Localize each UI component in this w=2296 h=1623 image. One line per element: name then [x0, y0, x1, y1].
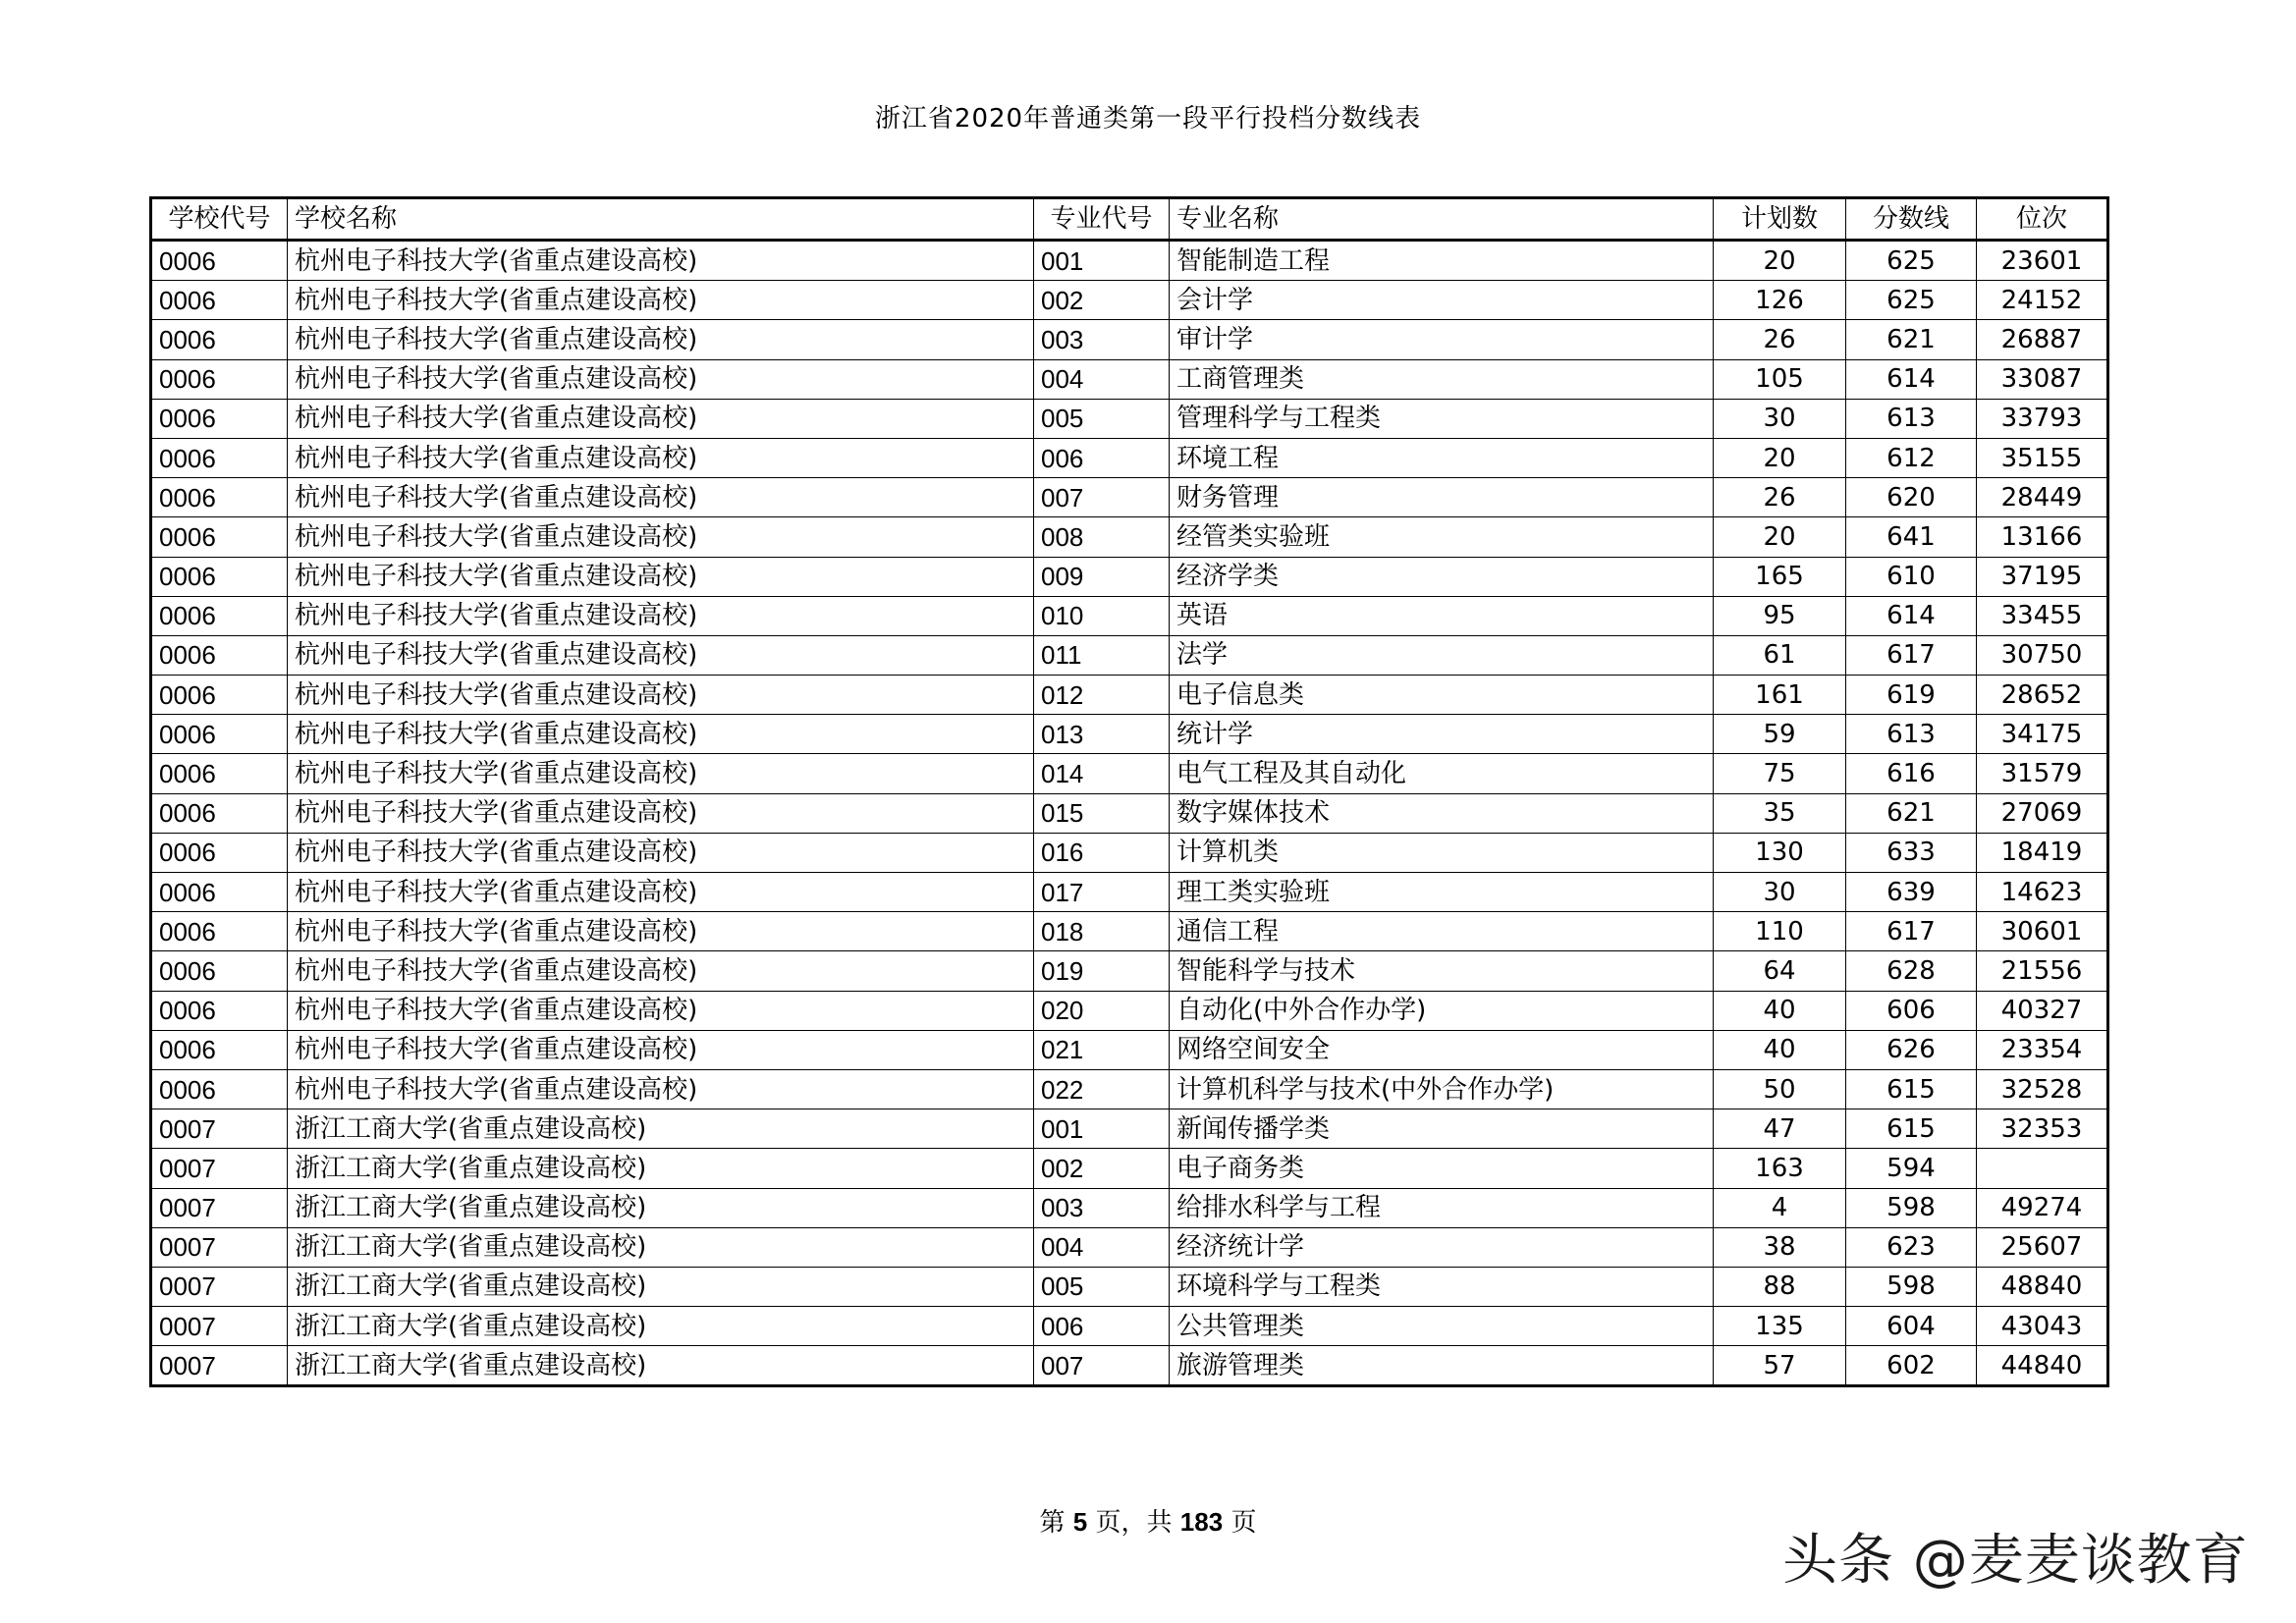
cell-major-code: 022: [1034, 1069, 1170, 1109]
cell-rank: 34175: [1977, 715, 2108, 754]
cell-plan-count: 26: [1714, 320, 1846, 359]
cell-major-name: 电气工程及其自动化: [1170, 754, 1714, 793]
cell-school-name: 杭州电子科技大学(省重点建设高校): [288, 1030, 1034, 1069]
cell-score-line: 628: [1846, 951, 1977, 991]
header-major-code: 专业代号: [1034, 198, 1170, 241]
cell-school-name: 浙江工商大学(省重点建设高校): [288, 1149, 1034, 1188]
cell-major-code: 020: [1034, 991, 1170, 1030]
cell-school-code: 0006: [151, 517, 288, 557]
footer-page-number: 5: [1072, 1507, 1088, 1537]
cell-major-name: 财务管理: [1170, 478, 1714, 517]
table-row: [151, 320, 2108, 359]
cell-plan-count: 105: [1714, 359, 1846, 399]
cell-school-name: 杭州电子科技大学(省重点建设高校): [288, 635, 1034, 675]
cell-plan-count: 130: [1714, 833, 1846, 872]
cell-major-code: 015: [1034, 793, 1170, 833]
cell-school-code: 0006: [151, 715, 288, 754]
cell-score-line: 619: [1846, 676, 1977, 715]
cell-school-code: 0006: [151, 241, 288, 281]
cell-school-name: 杭州电子科技大学(省重点建设高校): [288, 359, 1034, 399]
table-row: [151, 1267, 2108, 1306]
cell-rank: 30601: [1977, 912, 2108, 951]
cell-major-code: 012: [1034, 676, 1170, 715]
cell-plan-count: 20: [1714, 517, 1846, 557]
cell-school-name: 杭州电子科技大学(省重点建设高校): [288, 991, 1034, 1030]
cell-major-name: 工商管理类: [1170, 359, 1714, 399]
cell-rank: 48840: [1977, 1267, 2108, 1306]
cell-major-name: 英语: [1170, 596, 1714, 635]
cell-rank: 25607: [1977, 1227, 2108, 1267]
cell-school-name: 浙江工商大学(省重点建设高校): [288, 1109, 1034, 1149]
cell-major-name: 通信工程: [1170, 912, 1714, 951]
cell-major-name: 电子信息类: [1170, 676, 1714, 715]
cell-school-name: 杭州电子科技大学(省重点建设高校): [288, 715, 1034, 754]
cell-major-name: 数字媒体技术: [1170, 793, 1714, 833]
cell-rank: 33455: [1977, 596, 2108, 635]
cell-school-name: 杭州电子科技大学(省重点建设高校): [288, 951, 1034, 991]
table-row: [151, 1188, 2108, 1227]
cell-school-name: 杭州电子科技大学(省重点建设高校): [288, 478, 1034, 517]
cell-major-code: 018: [1034, 912, 1170, 951]
cell-school-name: 浙江工商大学(省重点建设高校): [288, 1346, 1034, 1386]
cell-school-code: 0006: [151, 320, 288, 359]
cell-score-line: 616: [1846, 754, 1977, 793]
cell-score-line: 625: [1846, 241, 1977, 281]
cell-school-code: 0007: [151, 1188, 288, 1227]
header-row: [151, 198, 2108, 241]
cell-score-line: 612: [1846, 438, 1977, 477]
cell-major-name: 智能科学与技术: [1170, 951, 1714, 991]
cell-major-code: 009: [1034, 557, 1170, 596]
cell-school-name: 浙江工商大学(省重点建设高校): [288, 1227, 1034, 1267]
cell-score-line: 615: [1846, 1069, 1977, 1109]
cell-major-name: 理工类实验班: [1170, 873, 1714, 912]
header-score-line: 分数线: [1846, 198, 1977, 241]
cell-plan-count: 26: [1714, 478, 1846, 517]
admission-score-table: [149, 196, 2109, 1387]
cell-rank: 33087: [1977, 359, 2108, 399]
header-major-name: 专业名称: [1170, 198, 1714, 241]
cell-plan-count: 20: [1714, 241, 1846, 281]
table-row: [151, 676, 2108, 715]
cell-major-code: 014: [1034, 754, 1170, 793]
cell-school-code: 0006: [151, 359, 288, 399]
cell-school-code: 0006: [151, 873, 288, 912]
cell-school-name: 杭州电子科技大学(省重点建设高校): [288, 754, 1034, 793]
cell-plan-count: 165: [1714, 557, 1846, 596]
cell-rank: 13166: [1977, 517, 2108, 557]
table-row: [151, 873, 2108, 912]
cell-score-line: 621: [1846, 320, 1977, 359]
cell-school-code: 0006: [151, 478, 288, 517]
cell-school-code: 0007: [151, 1109, 288, 1149]
table-row: [151, 281, 2108, 320]
cell-plan-count: 40: [1714, 991, 1846, 1030]
cell-plan-count: 135: [1714, 1307, 1846, 1346]
cell-plan-count: 38: [1714, 1227, 1846, 1267]
cell-score-line: 613: [1846, 715, 1977, 754]
cell-rank: 24152: [1977, 281, 2108, 320]
cell-score-line: 602: [1846, 1346, 1977, 1386]
cell-score-line: 641: [1846, 517, 1977, 557]
cell-score-line: 626: [1846, 1030, 1977, 1069]
cell-school-code: 0006: [151, 1030, 288, 1069]
cell-rank: 35155: [1977, 438, 2108, 477]
cell-plan-count: 64: [1714, 951, 1846, 991]
cell-score-line: 598: [1846, 1188, 1977, 1227]
cell-school-name: 杭州电子科技大学(省重点建设高校): [288, 281, 1034, 320]
cell-score-line: 598: [1846, 1267, 1977, 1306]
table-row: [151, 1227, 2108, 1267]
cell-major-code: 005: [1034, 1267, 1170, 1306]
cell-school-code: 0006: [151, 991, 288, 1030]
cell-rank: 28449: [1977, 478, 2108, 517]
cell-school-name: 杭州电子科技大学(省重点建设高校): [288, 241, 1034, 281]
cell-school-name: 杭州电子科技大学(省重点建设高校): [288, 399, 1034, 438]
cell-major-name: 新闻传播学类: [1170, 1109, 1714, 1149]
cell-score-line: 614: [1846, 596, 1977, 635]
cell-school-name: 浙江工商大学(省重点建设高校): [288, 1307, 1034, 1346]
table-row: [151, 1030, 2108, 1069]
cell-school-name: 杭州电子科技大学(省重点建设高校): [288, 1069, 1034, 1109]
cell-score-line: 639: [1846, 873, 1977, 912]
table-row: [151, 478, 2108, 517]
table-row: [151, 793, 2108, 833]
cell-score-line: 620: [1846, 478, 1977, 517]
document-title: 浙江省2020年普通类第一段平行投档分数线表: [874, 104, 1422, 134]
cell-school-code: 0006: [151, 1069, 288, 1109]
cell-major-name: 自动化(中外合作办学): [1170, 991, 1714, 1030]
cell-major-code: 007: [1034, 1346, 1170, 1386]
cell-major-code: 006: [1034, 1307, 1170, 1346]
cell-school-name: 杭州电子科技大学(省重点建设高校): [288, 873, 1034, 912]
cell-score-line: 615: [1846, 1109, 1977, 1149]
cell-rank: 30750: [1977, 635, 2108, 675]
cell-plan-count: 47: [1714, 1109, 1846, 1149]
header-plan-count: 计划数: [1714, 198, 1846, 241]
header-rank: 位次: [1977, 198, 2108, 241]
cell-rank: 23601: [1977, 241, 2108, 281]
table-header: [151, 198, 2108, 241]
cell-school-code: 0007: [151, 1149, 288, 1188]
footer-middle: 页，共: [1087, 1508, 1180, 1538]
cell-school-code: 0006: [151, 557, 288, 596]
cell-plan-count: 30: [1714, 399, 1846, 438]
cell-school-code: 0007: [151, 1267, 288, 1306]
cell-major-code: 021: [1034, 1030, 1170, 1069]
cell-plan-count: 40: [1714, 1030, 1846, 1069]
cell-plan-count: 30: [1714, 873, 1846, 912]
cell-plan-count: 50: [1714, 1069, 1846, 1109]
table-row: [151, 359, 2108, 399]
table-row: [151, 438, 2108, 477]
cell-school-code: 0007: [151, 1227, 288, 1267]
cell-major-name: 环境科学与工程类: [1170, 1267, 1714, 1306]
cell-major-code: 001: [1034, 241, 1170, 281]
table-row: [151, 517, 2108, 557]
cell-school-code: 0007: [151, 1307, 288, 1346]
cell-major-code: 002: [1034, 281, 1170, 320]
table-row: [151, 715, 2108, 754]
footer-suffix: 页: [1223, 1508, 1257, 1538]
cell-rank: 40327: [1977, 991, 2108, 1030]
table-row: [151, 1149, 2108, 1188]
cell-plan-count: 4: [1714, 1188, 1846, 1227]
cell-school-code: 0006: [151, 635, 288, 675]
cell-plan-count: 20: [1714, 438, 1846, 477]
cell-plan-count: 95: [1714, 596, 1846, 635]
cell-school-name: 杭州电子科技大学(省重点建设高校): [288, 596, 1034, 635]
cell-major-name: 公共管理类: [1170, 1307, 1714, 1346]
cell-school-name: 杭州电子科技大学(省重点建设高校): [288, 833, 1034, 872]
table-row: [151, 951, 2108, 991]
footer-prefix: 第: [1039, 1508, 1073, 1538]
cell-rank: 21556: [1977, 951, 2108, 991]
cell-major-code: 019: [1034, 951, 1170, 991]
cell-score-line: 625: [1846, 281, 1977, 320]
cell-major-name: 计算机类: [1170, 833, 1714, 872]
cell-major-name: 智能制造工程: [1170, 241, 1714, 281]
cell-score-line: 614: [1846, 359, 1977, 399]
cell-school-name: 杭州电子科技大学(省重点建设高校): [288, 912, 1034, 951]
cell-major-name: 审计学: [1170, 320, 1714, 359]
cell-school-name: 杭州电子科技大学(省重点建设高校): [288, 320, 1034, 359]
table-row: [151, 241, 2108, 281]
cell-rank: [1977, 1149, 2108, 1188]
table-row: [151, 1346, 2108, 1386]
cell-major-name: 旅游管理类: [1170, 1346, 1714, 1386]
watermark: 头条 @麦麦谈教育: [1782, 1529, 2249, 1593]
cell-major-name: 网络空间安全: [1170, 1030, 1714, 1069]
table-row: [151, 635, 2108, 675]
cell-major-code: 004: [1034, 1227, 1170, 1267]
cell-score-line: 610: [1846, 557, 1977, 596]
cell-school-name: 杭州电子科技大学(省重点建设高校): [288, 517, 1034, 557]
cell-major-code: 013: [1034, 715, 1170, 754]
cell-school-name: 杭州电子科技大学(省重点建设高校): [288, 793, 1034, 833]
cell-school-code: 0006: [151, 951, 288, 991]
cell-school-name: 杭州电子科技大学(省重点建设高校): [288, 557, 1034, 596]
table-row: [151, 1109, 2108, 1149]
cell-major-name: 经济学类: [1170, 557, 1714, 596]
table-row: [151, 833, 2108, 872]
cell-major-name: 会计学: [1170, 281, 1714, 320]
table-row: [151, 991, 2108, 1030]
cell-school-code: 0007: [151, 1346, 288, 1386]
cell-school-code: 0006: [151, 676, 288, 715]
table-row: [151, 912, 2108, 951]
cell-rank: 49274: [1977, 1188, 2108, 1227]
cell-major-name: 经济统计学: [1170, 1227, 1714, 1267]
cell-major-code: 006: [1034, 438, 1170, 477]
cell-major-name: 统计学: [1170, 715, 1714, 754]
cell-rank: 37195: [1977, 557, 2108, 596]
cell-major-name: 给排水科学与工程: [1170, 1188, 1714, 1227]
cell-major-code: 003: [1034, 1188, 1170, 1227]
cell-major-code: 011: [1034, 635, 1170, 675]
cell-major-name: 电子商务类: [1170, 1149, 1714, 1188]
table-row: [151, 557, 2108, 596]
cell-school-code: 0006: [151, 754, 288, 793]
cell-major-code: 002: [1034, 1149, 1170, 1188]
table-row: [151, 399, 2108, 438]
table-body: [151, 241, 2108, 1386]
cell-plan-count: 57: [1714, 1346, 1846, 1386]
cell-plan-count: 88: [1714, 1267, 1846, 1306]
cell-school-name: 浙江工商大学(省重点建设高校): [288, 1188, 1034, 1227]
cell-plan-count: 110: [1714, 912, 1846, 951]
cell-school-code: 0006: [151, 438, 288, 477]
cell-major-code: 016: [1034, 833, 1170, 872]
cell-rank: 14623: [1977, 873, 2108, 912]
header-school-name: 学校名称: [288, 198, 1034, 241]
cell-major-name: 环境工程: [1170, 438, 1714, 477]
table-row: [151, 1069, 2108, 1109]
cell-score-line: 606: [1846, 991, 1977, 1030]
cell-score-line: 617: [1846, 635, 1977, 675]
cell-score-line: 594: [1846, 1149, 1977, 1188]
cell-score-line: 617: [1846, 912, 1977, 951]
cell-plan-count: 61: [1714, 635, 1846, 675]
cell-score-line: 623: [1846, 1227, 1977, 1267]
footer-total-pages: 183: [1179, 1507, 1224, 1537]
cell-rank: 31579: [1977, 754, 2108, 793]
cell-plan-count: 163: [1714, 1149, 1846, 1188]
cell-score-line: 613: [1846, 399, 1977, 438]
cell-rank: 33793: [1977, 399, 2108, 438]
cell-score-line: 621: [1846, 793, 1977, 833]
cell-rank: 43043: [1977, 1307, 2108, 1346]
cell-plan-count: 35: [1714, 793, 1846, 833]
cell-school-code: 0006: [151, 793, 288, 833]
cell-school-name: 杭州电子科技大学(省重点建设高校): [288, 676, 1034, 715]
cell-major-code: 008: [1034, 517, 1170, 557]
cell-school-name: 杭州电子科技大学(省重点建设高校): [288, 438, 1034, 477]
cell-major-code: 007: [1034, 478, 1170, 517]
cell-major-name: 管理科学与工程类: [1170, 399, 1714, 438]
cell-plan-count: 126: [1714, 281, 1846, 320]
cell-plan-count: 59: [1714, 715, 1846, 754]
cell-rank: 44840: [1977, 1346, 2108, 1386]
cell-school-code: 0006: [151, 833, 288, 872]
cell-score-line: 633: [1846, 833, 1977, 872]
cell-school-code: 0006: [151, 596, 288, 635]
cell-score-line: 604: [1846, 1307, 1977, 1346]
cell-major-code: 005: [1034, 399, 1170, 438]
table-row: [151, 1307, 2108, 1346]
cell-major-name: 法学: [1170, 635, 1714, 675]
cell-major-code: 004: [1034, 359, 1170, 399]
cell-rank: 23354: [1977, 1030, 2108, 1069]
cell-rank: 26887: [1977, 320, 2108, 359]
cell-rank: 32528: [1977, 1069, 2108, 1109]
table-row: [151, 596, 2108, 635]
cell-rank: 28652: [1977, 676, 2108, 715]
cell-major-code: 003: [1034, 320, 1170, 359]
cell-major-code: 001: [1034, 1109, 1170, 1149]
cell-major-code: 017: [1034, 873, 1170, 912]
cell-plan-count: 75: [1714, 754, 1846, 793]
cell-rank: 27069: [1977, 793, 2108, 833]
cell-school-code: 0006: [151, 281, 288, 320]
header-school-code: 学校代号: [151, 198, 288, 241]
cell-major-name: 经管类实验班: [1170, 517, 1714, 557]
cell-rank: 32353: [1977, 1109, 2108, 1149]
cell-rank: 18419: [1977, 833, 2108, 872]
cell-plan-count: 161: [1714, 676, 1846, 715]
table-row: [151, 754, 2108, 793]
cell-major-code: 010: [1034, 596, 1170, 635]
cell-major-name: 计算机科学与技术(中外合作办学): [1170, 1069, 1714, 1109]
cell-school-code: 0006: [151, 399, 288, 438]
cell-school-code: 0006: [151, 912, 288, 951]
cell-school-name: 浙江工商大学(省重点建设高校): [288, 1267, 1034, 1306]
